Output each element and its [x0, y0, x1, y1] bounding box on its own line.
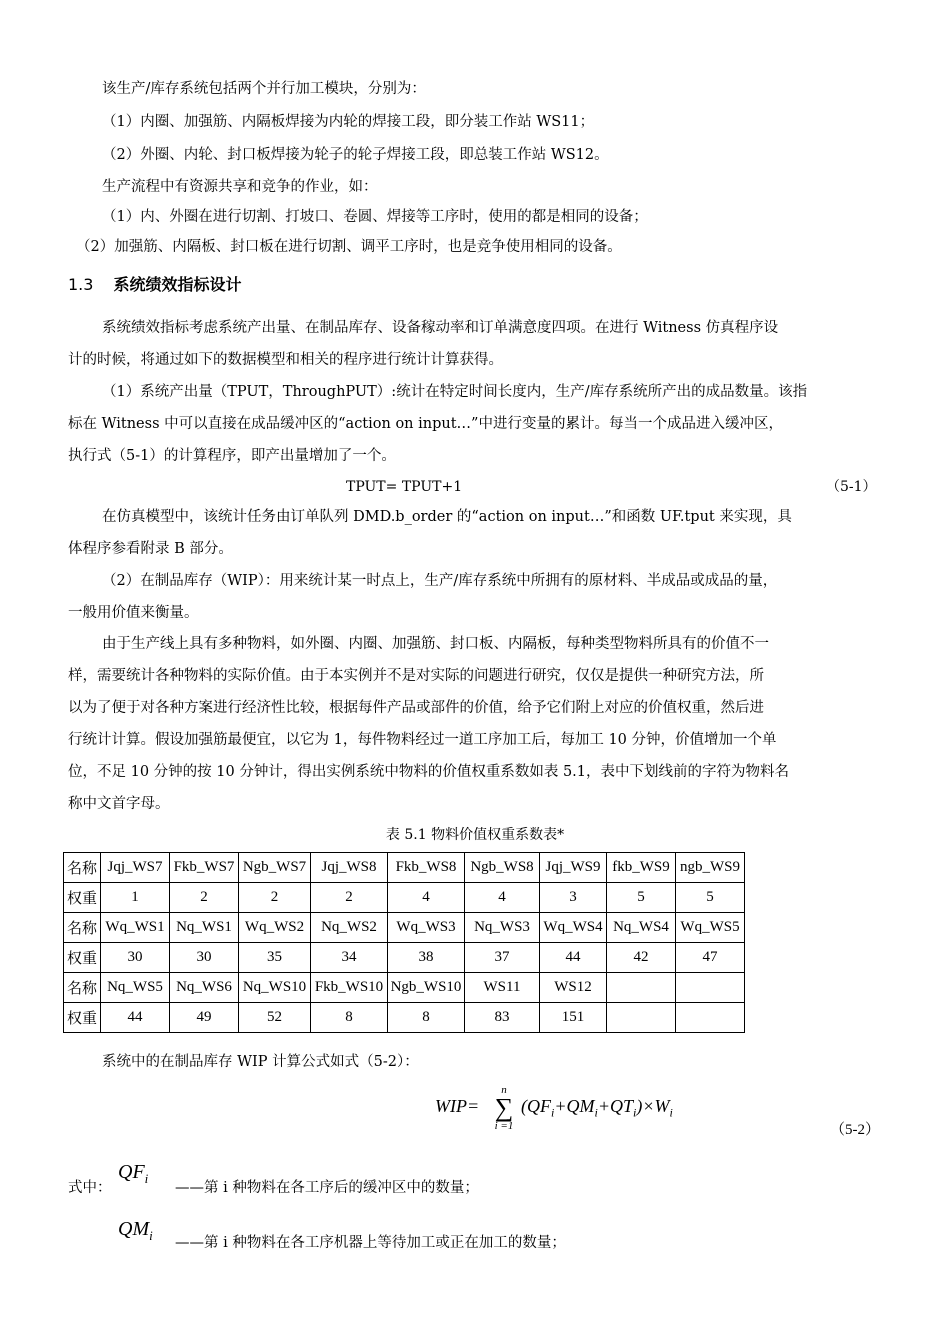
table-cell: 151: [540, 1003, 607, 1033]
table-cell: 3: [540, 883, 607, 913]
table-row-header: 权重: [64, 1003, 101, 1033]
section-title: 系统绩效指标设计: [113, 275, 242, 294]
formula-rhs: $(QF_i+QM_i+QT_i)\times W_i$: [521, 1096, 673, 1120]
wip-intro: 系统中的在制品库存 WIP 计算公式如式（5-2）：: [102, 1054, 419, 1070]
table-row-header: 名称: [64, 913, 101, 943]
where-label: 式中：: [68, 1180, 112, 1196]
table-cell: 49: [170, 1003, 239, 1033]
table-row-header: 权重: [64, 883, 101, 913]
body-line: 标在 Witness 中可以直接在成品缓冲区的“action on input…”中进行变量的累计。每当一个成品进入缓冲区，: [68, 416, 783, 432]
paragraph-shared-resources: 生产流程中有资源共享和竞争的作业，如：: [102, 179, 378, 195]
table-cell: 2: [170, 883, 239, 913]
table-cell: Nq_WS6: [170, 973, 239, 1003]
table-cell: Fkb_WS8: [388, 853, 465, 883]
table-cell: Nq_WS2: [311, 913, 388, 943]
table-row: [64, 883, 745, 913]
body-line: 样，需要统计各种物料的实际价值。由于本实例并不是对实际的问题进行研究，仅仅是提供一种研究方法，所: [68, 668, 764, 684]
table-cell: [676, 973, 745, 1003]
paragraph-shared-1: （1）内、外圈在进行切割、打坡口、卷圆、焊接等工序时，使用的都是相同的设备；: [102, 209, 648, 225]
table-cell: Ngb_WS8: [465, 853, 540, 883]
table-cell: [607, 973, 676, 1003]
paragraph-shared-2: （2）加强筋、内隔板、封口板在进行切割、调平工序时，也是竞争使用相同的设备。: [76, 239, 622, 255]
table-caption: 表 5.1 物料价值权重系数表*: [385, 827, 565, 843]
table-cell: Wq_WS5: [676, 913, 745, 943]
body-line: 系统绩效指标考虑系统产出量、在制品库存、设备稼动率和订单满意度四项。在进行 Witness 仿真程序设: [102, 320, 779, 336]
table-cell: 83: [465, 1003, 540, 1033]
table-cell: Ngb_WS7: [239, 853, 311, 883]
qf-symbol: $QF_i$: [118, 1161, 149, 1186]
table-cell: 1: [101, 883, 170, 913]
body-line: 一般用价值来衡量。: [68, 605, 199, 621]
body-line: 在仿真模型中，该统计任务由订单队列 DMD.b_order 的“action on input…”和函数 UF.tput 来实现，具: [102, 509, 792, 525]
table-cell: 8: [388, 1003, 465, 1033]
sum-upper-limit: n: [501, 1084, 507, 1096]
table-cell: Nq_WS1: [170, 913, 239, 943]
table-cell: Nq_WS10: [239, 973, 311, 1003]
table-cell: Jqj_WS7: [101, 853, 170, 883]
table-row: [64, 853, 745, 883]
table-cell: fkb_WS9: [607, 853, 676, 883]
table-cell: Jqj_WS9: [540, 853, 607, 883]
table-cell: 30: [101, 943, 170, 973]
equation-number-5-2: （5-2）: [830, 1122, 880, 1138]
table-cell: Fkb_WS7: [170, 853, 239, 883]
body-line: 以为了便于对各种方案进行经济性比较，根据每件产品或部件的价值，给予它们附上对应的价值权重，然后进: [68, 700, 764, 716]
table-cell: 38: [388, 943, 465, 973]
table-cell: 37: [465, 943, 540, 973]
table-cell: 52: [239, 1003, 311, 1033]
paragraph-module-2: （2）外圈、内轮、封口板焊接为轮子的轮子焊接工段，即总装工作站 WS12。: [102, 147, 609, 163]
body-line: 执行式（5-1）的计算程序，即产出量增加了一个。: [68, 448, 396, 464]
body-line: 由于生产线上具有多种物料，如外圈、内圈、加强筋、封口板、内隔板，每种类型物料所具有的价值不一: [102, 636, 769, 652]
table-cell: Jqj_WS8: [311, 853, 388, 883]
table-cell: Wq_WS2: [239, 913, 311, 943]
table-cell: Nq_WS5: [101, 973, 170, 1003]
table-cell: Nq_WS4: [607, 913, 676, 943]
table-cell: 5: [676, 883, 745, 913]
table-cell: 5: [607, 883, 676, 913]
table-cell: Fkb_WS10: [311, 973, 388, 1003]
table-cell: 44: [540, 943, 607, 973]
table-cell: WS11: [465, 973, 540, 1003]
table-row: [64, 973, 745, 1003]
qm-symbol: $QM_i$: [118, 1218, 153, 1243]
body-line: （1）系统产出量（TPUT，ThroughPUT）:统计在特定时间长度内，生产/库存系统所产出的成品数量。该指: [102, 384, 808, 400]
table-row-header: 权重: [64, 943, 101, 973]
formula-lhs: WIP=: [435, 1096, 480, 1116]
table-cell: 44: [101, 1003, 170, 1033]
wip-formula: [435, 1084, 715, 1140]
equation-5-1: TPUT= TPUT+1: [346, 479, 463, 495]
paragraph-intro: 该生产/库存系统包括两个并行加工模块，分别为：: [102, 81, 426, 97]
table-cell: 8: [311, 1003, 388, 1033]
section-heading: [68, 274, 241, 296]
table-cell: 34: [311, 943, 388, 973]
table-row: [64, 913, 745, 943]
equation-number-5-1: （5-1）: [826, 479, 877, 495]
body-line: 称中文首字母。: [68, 796, 170, 812]
paragraph-module-1: （1）内圈、加强筋、内隔板焊接为内轮的焊接工段，即分装工作站 WS11；: [102, 114, 595, 130]
table-row-header: 名称: [64, 853, 101, 883]
body-line: （2）在制品库存（WIP）：用来统计某一时点上，生产/库存系统中所拥有的原材料、半成品或成品的量，: [102, 573, 778, 589]
body-line: 体程序参看附录 B 部分。: [68, 541, 233, 557]
section-number: 1.3: [68, 275, 94, 294]
body-line: 行统计计算。假设加强筋最便宜，以它为 1，每件物料经过一道工序加工后，每加工 10 分钟，价值增加一个单: [68, 732, 777, 748]
table-cell: 4: [465, 883, 540, 913]
table-row-header: 名称: [64, 973, 101, 1003]
table-row: [64, 1003, 745, 1033]
body-line: 位，不足 10 分钟的按 10 分钟计，得出实例系统中物料的价值权重系数如表 5.1，表中下划线前的字符为物料名: [68, 764, 790, 780]
table-cell: 30: [170, 943, 239, 973]
table-cell: 4: [388, 883, 465, 913]
weight-table: [63, 852, 745, 1033]
table-cell: 42: [607, 943, 676, 973]
sum-lower-limit: i =1: [494, 1120, 514, 1132]
table-cell: 2: [239, 883, 311, 913]
table-row: [64, 943, 745, 973]
table-cell: 47: [676, 943, 745, 973]
table-cell: Nq_WS3: [465, 913, 540, 943]
table-cell: [676, 1003, 745, 1033]
table-cell: Wq_WS4: [540, 913, 607, 943]
qm-description: ——第 i 种物料在各工序机器上等待加工或正在加工的数量；: [175, 1235, 566, 1251]
table-cell: 2: [311, 883, 388, 913]
qf-description: ——第 i 种物料在各工序后的缓冲区中的数量；: [175, 1180, 479, 1196]
table-cell: 35: [239, 943, 311, 973]
table-cell: ngb_WS9: [676, 853, 745, 883]
body-line: 计的时候，将通过如下的数据模型和相关的程序进行统计计算获得。: [68, 352, 503, 368]
table-cell: Wq_WS3: [388, 913, 465, 943]
table-cell: Wq_WS1: [101, 913, 170, 943]
table-cell: WS12: [540, 973, 607, 1003]
summation-symbol: n ∑ i =1: [491, 1084, 517, 1132]
table-cell: Ngb_WS10: [388, 973, 465, 1003]
table-cell: [607, 1003, 676, 1033]
